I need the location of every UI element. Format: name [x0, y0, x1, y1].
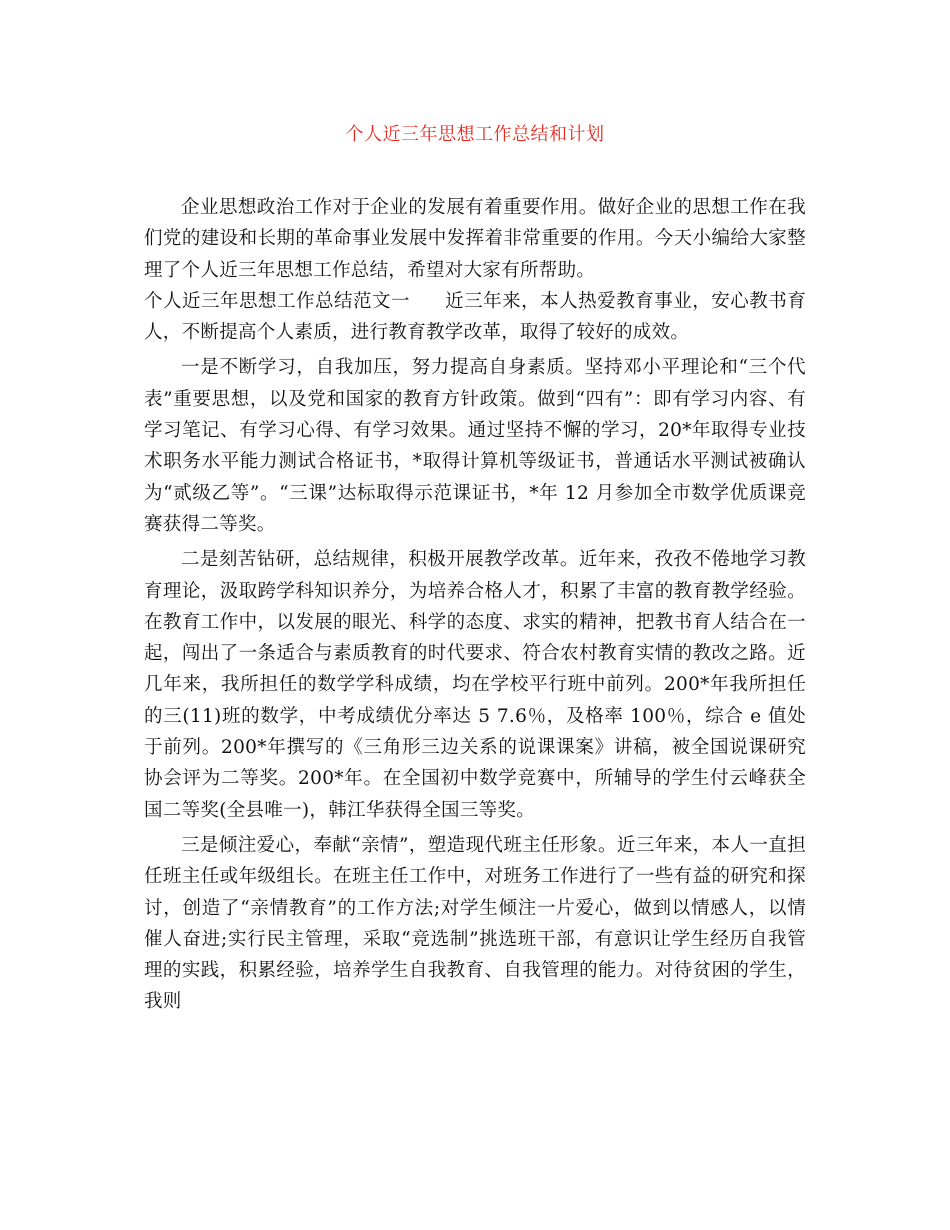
section-first-line [144, 286, 806, 349]
paragraph-2: 二是刻苦钻研，总结规律，积极开展教学改革。近年来，孜孜不倦地学习教育理论，汲取跨学科知识养分，为培养合格人才，积累了丰富的教育教学经验。在教育工作中，以发展的眼光、科学的态度、求实的精神，把教书育人结合在一起，闯出了一条适合与素质教育的时代要求、符合农村教育实情的教改之路。近几年来，我所担任的数学学科成绩，均在学校平行班中前列。200*年我所担任的三(11)班的数学，中考成绩优分率达 5 7.6％，及格率 100％，综合 e 值处于前列。200*年撰写的《三角形三边关系的说课课案》讲稿，被全国说课研究协会评为二等奖。200*年。在全国初中数学竞赛中，所辅导的学生付云峰获全国二等奖(全县唯一)，韩江华获得全国三等奖。 [144, 549, 806, 821]
section-opening-text: 近三年来，本人热爱教育事业，安心教书育人，不断提高个人素质，进行教育教学改革，取得了较好的成效。 [144, 290, 807, 344]
paragraph-1: 一是不断学习，自我加压，努力提高自身素质。坚持邓小平理论和“三个代表”重要思想，以及党和国家的教育方针政策。做到“四有”：即有学习内容、有学习笔记、有学习心得、有学习效果。通过坚持不懈的学习，20*年取得专业技术职务水平能力测试合格证书，*取得计算机等级证书，普通话水平测试被确认为“贰级乙等”。“三课”达标取得示范课证书，*年 12 月参加全市数学优质课竞赛获得二等奖。 [144, 357, 806, 535]
paragraph-3: 三是倾注爱心，奉献“亲情”，塑造现代班主任形象。近三年来，本人一直担任班主任或年级组长。在班主任工作中，对班务工作进行了一些有益的研究和探讨，创造了“亲情教育”的工作方法;对学生倾注一片爱心，做到以情感人，以情催人奋进;实行民主管理，采取“竞选制”挑选班干部，有意识让学生经历自我管理的实践，积累经验，培养学生自我教育、自我管理的能力。对待贫困的学生，我则 [144, 834, 806, 1013]
intro-paragraph: 企业思想政治工作对于企业的发展有着重要作用。做好企业的思想工作在我们党的建设和长期的革命事业发展中发挥着非常重要的作用。今天小编给大家整理了个人近三年思想工作总结，希望对大家有所帮助。 [144, 197, 806, 281]
document-body [144, 192, 806, 1018]
document-title: 个人近三年思想工作总结和计划 [345, 124, 605, 145]
section-heading: 个人近三年思想工作总结范文一 [144, 290, 411, 312]
